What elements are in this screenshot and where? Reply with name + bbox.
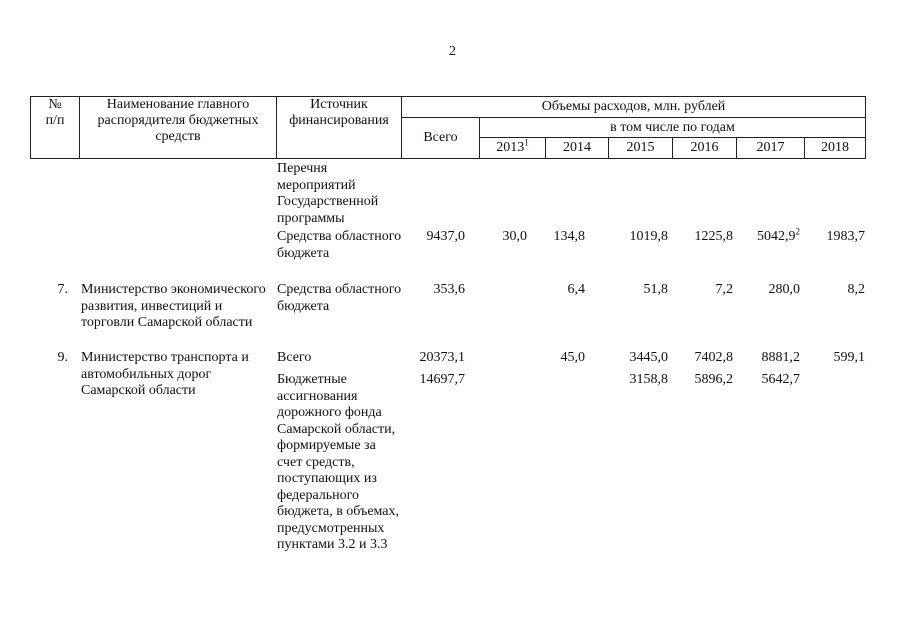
row-name: Министерство экономического развития, инвестиций и торговли Самарской области — [81, 282, 266, 330]
cell-2018: 599,1 — [833, 350, 865, 365]
header-year-2014: 2014 — [546, 138, 609, 159]
header-col-by-years: в том числе по годам — [480, 118, 866, 138]
header-year-2017: 2017 — [737, 138, 805, 159]
cell-2018: 1983,7 — [826, 229, 865, 244]
cell-2014: 134,8 — [553, 229, 585, 244]
header-col-total: Всего — [402, 118, 480, 159]
row-source: Средства областного бюджета — [277, 229, 402, 261]
header-year-2013: 2013$^1$ — [480, 138, 546, 159]
cell-2015: 3445,0 — [629, 350, 668, 365]
row-source: Всего — [277, 350, 312, 365]
cell-2017: 8881,2 — [761, 350, 800, 365]
cell-2013: 30,0 — [502, 229, 527, 244]
cell-2017: 280,0 — [768, 282, 800, 297]
cell-total: 353,6 — [433, 282, 465, 297]
cell-2016: 7,2 — [715, 282, 733, 297]
cell-2015: 51,8 — [643, 282, 668, 297]
cell-total: 20373,1 — [419, 350, 465, 365]
cell-2018: 8,2 — [847, 282, 865, 297]
cell-2016: 1225,8 — [694, 229, 733, 244]
header-col-name: Наименование главного распорядителя бюджетных средств — [80, 97, 277, 159]
cell-total: 9437,0 — [426, 229, 465, 244]
header-col-no: № п/п — [31, 97, 80, 159]
row-source: Бюджетные ассигнования дорожного фонда Самарской области, формируемые за счет средств, поступающих из федерального бюджета, в объемах, предусмотренных пунктами 3.2 и 3.3 — [277, 372, 400, 552]
cell-2016: 7402,8 — [694, 350, 733, 365]
footnote-mark: 1 — [524, 137, 529, 148]
header-col-source: Источник финансирования — [277, 97, 402, 159]
cell-total: 14697,7 — [419, 372, 465, 387]
cell-2015: 3158,8 — [629, 372, 668, 387]
row-name: Министерство транспорта и автомобильных дорог Самарской области — [81, 350, 249, 398]
row-source-continuation: Перечня мероприятий Государственной программы — [277, 161, 379, 226]
footnote-mark: 2 — [795, 226, 800, 237]
row-number: 9. — [57, 350, 68, 365]
page-number: 2 — [449, 44, 456, 59]
cell-2017: 5042,9$^2$ — [757, 226, 800, 244]
header-year-2018: 2018 — [805, 138, 866, 159]
header-year-2016: 2016 — [673, 138, 737, 159]
cell-2014: 45,0 — [560, 350, 585, 365]
cell-2016: 5896,2 — [694, 372, 733, 387]
cell-2015: 1019,8 — [629, 229, 668, 244]
row-number: 7. — [57, 282, 68, 297]
header-year-2015: 2015 — [609, 138, 673, 159]
header-col-volumes: Объемы расходов, млн. рублей — [402, 97, 866, 118]
cell-2017: 5642,7 — [761, 372, 800, 387]
cell-2014: 6,4 — [567, 282, 585, 297]
table-header — [30, 96, 866, 159]
row-source: Средства областного бюджета — [277, 282, 402, 314]
